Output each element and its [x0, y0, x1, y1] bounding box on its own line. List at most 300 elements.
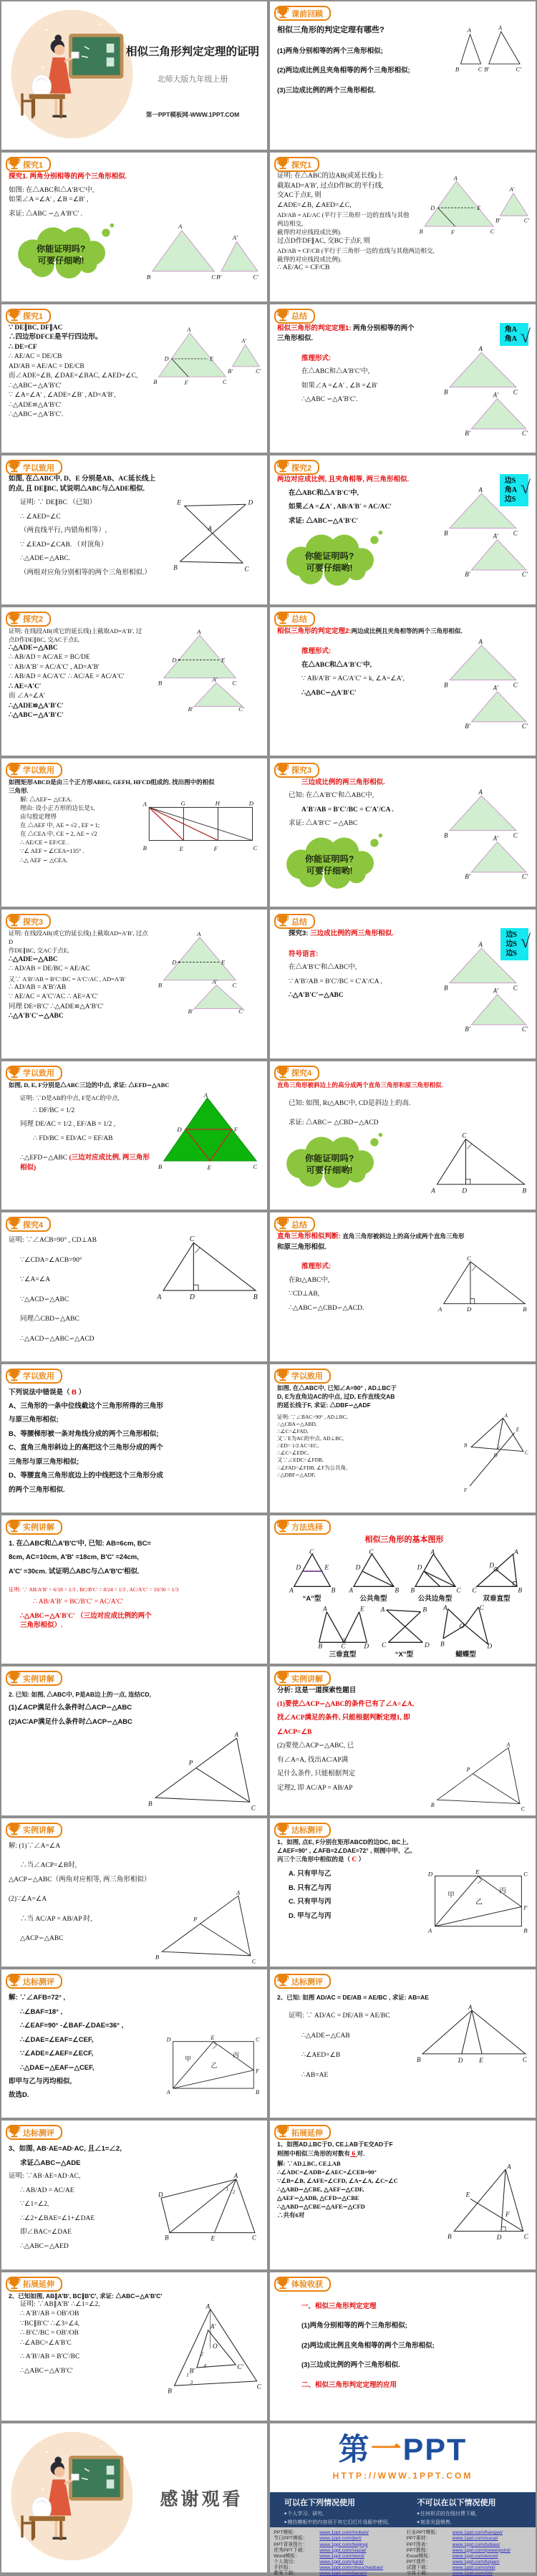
method-tag-line: 边S	[504, 477, 516, 486]
text-line: ∵∠CDA=∠ACB=90°	[20, 1256, 82, 1264]
link-label: PPT素材：	[406, 2536, 431, 2542]
badge-label: 探究1	[291, 160, 312, 170]
svg-text:丙: 丙	[499, 1887, 506, 1896]
text-line: D、等腰直角三角形底边上的中线把这个三角形分成	[9, 1472, 163, 1480]
svg-text:C: C	[251, 2234, 256, 2242]
link-row	[274, 2560, 399, 2565]
text-line: 解: ∵∠AFB=72° ,	[9, 1994, 66, 2002]
link-url[interactable]: www.1ppt.com/shouchaobao/	[319, 2565, 384, 2570]
slide-29[interactable]	[1, 2121, 267, 2269]
svg-text:F: F	[256, 2067, 259, 2074]
svg-text:D: D	[177, 1125, 182, 1133]
text-line: 故选D.	[9, 2091, 29, 2100]
link-url[interactable]: www.1ppt.com/beijing/	[319, 2542, 368, 2547]
text-line: 有∠A=A, 找出AC∶AP满	[277, 1756, 349, 1764]
text-line: ∵△ACD∽△ABC	[20, 1296, 69, 1303]
fig20-figure	[463, 1411, 531, 1493]
svg-text:A: A	[178, 223, 183, 231]
text-line: 过点D作DF∥AC, 交BC于点F, 则	[277, 237, 371, 245]
svg-text:B′: B′	[216, 273, 222, 281]
svg-text:D: D	[355, 1563, 360, 1571]
svg-text:2: 2	[200, 2350, 203, 2358]
text-line: 2、已知如图, AB∥A′B′, BC∥B′C′, 求证: △ABC∽△A′B′C′	[9, 2292, 163, 2300]
slide-19[interactable]	[1, 1364, 267, 1513]
slide-31[interactable]	[1, 2272, 267, 2421]
section-badge	[6, 612, 51, 627]
svg-text:B′: B′	[465, 1025, 470, 1033]
link-url[interactable]: www.1ppt.com/sucai/	[452, 2536, 498, 2542]
trophy-icon	[6, 307, 22, 323]
slide-21[interactable]	[1, 1515, 267, 1664]
link-row	[407, 2530, 532, 2535]
section-badge	[6, 763, 62, 778]
midTri-figure	[154, 1091, 263, 1170]
link-url[interactable]: www.1ppt.com/xiazai/	[319, 2547, 367, 2553]
svg-text:C: C	[490, 228, 495, 236]
text-line: 而∠ADE=∠B, ∠DAE=∠BAC, ∠AED=∠C,	[9, 372, 138, 380]
svg-text:B: B	[517, 1586, 522, 1594]
text-line: ∠ACP=∠B	[277, 1728, 312, 1736]
svg-text:3: 3	[190, 2378, 193, 2386]
svg-text:D: D	[427, 1870, 433, 1878]
usage-forbidden-item: ■ 刻录光盘销售,	[417, 2519, 532, 2526]
text-line: (3)三边成比例的两个三角形相似.	[277, 86, 376, 95]
text-line: 三角形相似.	[277, 334, 314, 343]
svg-text:C: C	[309, 1548, 314, 1556]
svg-text:C: C	[478, 65, 483, 73]
slide-28[interactable]	[270, 1969, 536, 2118]
method-tag-line: 角A	[504, 325, 517, 334]
slide-27[interactable]	[1, 1969, 267, 2118]
svg-text:A: A	[498, 24, 503, 32]
text-line: 又∵∠EDC=∠FDB,	[277, 1457, 324, 1464]
text-line: A、三角形的一条中位线截这个三角形所得的三角形	[9, 1402, 163, 1410]
slide-24[interactable]	[270, 1666, 536, 1815]
trophy-icon	[6, 2275, 22, 2291]
link-row	[407, 2565, 532, 2570]
speech-cloud	[277, 529, 384, 589]
text-line	[277, 1232, 531, 1242]
slide-5[interactable]	[1, 304, 267, 453]
text-line: ∴△ABC∽△A′B′C′	[301, 689, 357, 697]
text-line: ∴∠EAF=90° -∠BAF-∠DAE=36° ,	[20, 2022, 124, 2030]
method-tag-line: 边S	[505, 940, 517, 949]
text-line: ∵∠B=∠B, ∠AFE=∠CFD, ∠A=∠A, ∠C=∠C	[277, 2177, 398, 2185]
svg-text:E: E	[179, 845, 183, 853]
svg-text:B: B	[158, 678, 163, 686]
usage-forbidden-title: 不可以在以下情况使用	[417, 2499, 496, 2508]
link-label: 字体下载：	[406, 2571, 431, 2576]
svg-text:B: B	[173, 564, 178, 571]
slide-32[interactable]	[270, 2272, 536, 2421]
link-url[interactable]: www.1ppt.com/jiaoan/	[319, 2571, 367, 2576]
slide-25[interactable]	[1, 1818, 267, 1967]
section-badge	[6, 1369, 62, 1384]
badge-label: 达标测评	[23, 2128, 54, 2138]
slide-11[interactable]	[1, 758, 267, 907]
text-line: 证明: 在线段AB(或它的延长线)上截取AD=A′B′, 过	[9, 627, 142, 635]
svg-text:C: C	[513, 681, 518, 689]
svg-text:B: B	[142, 844, 147, 852]
slide-8[interactable]	[270, 455, 536, 604]
svg-text:B: B	[256, 2088, 259, 2095]
svg-text:F: F	[233, 1125, 238, 1133]
svg-text:A: A	[427, 1926, 432, 1934]
slide-26[interactable]	[270, 1818, 536, 1967]
text-line: AD/AB = CF/CB (平行于三角形一边的直线与其他两边相交,	[277, 247, 435, 254]
link-url[interactable]: www.1ppt.com/shiti/	[452, 2565, 495, 2570]
text-line: ∴ AD/AB = A′B′/AB	[9, 983, 67, 991]
badge-label: 学以致用	[23, 766, 54, 776]
svg-text:B′: B′	[188, 705, 193, 713]
link-url[interactable]: www.1ppt.com/moban/	[319, 2530, 369, 2536]
triDEF-figure	[150, 325, 263, 387]
slide-body	[277, 1989, 531, 2116]
svg-text:C′: C′	[521, 723, 528, 730]
usage-allowed	[270, 2492, 403, 2527]
badge-label: 探究2	[23, 615, 44, 624]
svg-text:B′: B′	[189, 2368, 195, 2375]
slide-1[interactable]	[1, 1, 267, 150]
svg-text:F: F	[523, 1904, 528, 1911]
text-line: 由勾股定理得	[20, 813, 57, 821]
svg-text:C: C	[513, 529, 518, 537]
svg-text:A: A	[166, 2088, 170, 2095]
svg-text:A: A	[205, 2303, 211, 2311]
svg-text:D: D	[172, 655, 177, 663]
text-line: ∴ED= 1/2 AC=EC,	[277, 1442, 319, 1449]
trophy-icon	[275, 610, 291, 626]
text-line: ∴△ADE≌△A′B′C′	[9, 401, 62, 409]
text-line: 如图: 在△ABC和△A′B′C′中,	[9, 186, 95, 194]
svg-text:P: P	[193, 1915, 198, 1923]
rtAlt-figure	[155, 1233, 263, 1302]
slide-23[interactable]	[1, 1666, 267, 1815]
text-line: ∵ A′B′/AB = B′C′/BC = C′A′/CA ,	[289, 978, 382, 985]
slide-12[interactable]	[270, 758, 536, 907]
cloud-text: 可要仔细哟!	[306, 1164, 353, 1175]
text-line: 证明: ∵ AD/AC = DE/AB = AE/BC	[289, 2012, 390, 2020]
usage-forbidden	[403, 2492, 536, 2527]
link-url[interactable]: www.1ppt.com/hangye/	[452, 2530, 503, 2536]
text-line: 定理2, 即 AC/AP = AB/AP	[277, 1784, 353, 1792]
link-url[interactable]: www.1ppt.com/ziti/	[452, 2571, 493, 2576]
svg-text:C: C	[232, 981, 237, 989]
svg-text:B: B	[331, 1586, 335, 1594]
basic-figure-item	[471, 1548, 523, 1603]
text-line: ∴ DE=CF	[9, 343, 37, 351]
slide-body	[277, 1081, 531, 1207]
slide-14[interactable]	[270, 910, 536, 1058]
slide-body	[9, 324, 263, 450]
slide-body	[277, 1535, 531, 1661]
svg-text:C′: C′	[521, 1025, 528, 1033]
section-badge	[274, 763, 319, 778]
link-label: PPT背景图片：	[274, 2542, 308, 2547]
text-line: 与原三角形相似;	[9, 1416, 59, 1424]
text-line: ∵BC∥B′C′ ∴∠3=∠4,	[20, 2320, 79, 2327]
teacher-illustration	[3, 2426, 141, 2569]
slide-body	[9, 1989, 263, 2116]
slide-30[interactable]	[270, 2121, 536, 2269]
text-line: ∴△ADE≌△A′B′C′	[9, 702, 64, 710]
section-badge	[6, 1066, 62, 1081]
svg-text:E: E	[221, 958, 226, 966]
svg-text:乙: 乙	[211, 2061, 218, 2069]
section-badge	[274, 2277, 331, 2292]
link-column-left	[270, 2530, 403, 2576]
link-url[interactable]: www.1ppt.com/powerpoint/	[452, 2547, 511, 2553]
trophy-icon	[275, 1972, 291, 1988]
svg-text:C′: C′	[253, 273, 259, 281]
text-line: 推理形式:	[301, 1263, 332, 1271]
section-badge	[274, 1823, 331, 1838]
svg-text:C′: C′	[521, 873, 528, 881]
cloud-text: 你能证明吗?	[304, 1153, 354, 1164]
section-badge	[274, 1520, 331, 1535]
svg-text:B: B	[422, 1606, 427, 1614]
svg-text:D: D	[488, 1562, 494, 1570]
basic-figure-caption: 三垂直型	[329, 1651, 357, 1659]
text-line: ∵∠A=∠A	[20, 1276, 51, 1284]
svg-text:D: D	[189, 1293, 195, 1302]
svg-text:A: A	[513, 1548, 518, 1556]
text-line: 截取AD=A′B′, 过点D作BC的平行线,	[277, 182, 384, 190]
text-line: 如果∠A =∠A′ , AB/A′B′ = AC/AC′	[289, 503, 392, 511]
slide-33[interactable]	[1, 2423, 267, 2572]
text-line: 交AC于点E, 则	[277, 192, 321, 200]
svg-text:1: 1	[226, 2186, 229, 2193]
link-label: 手抄报：	[274, 2565, 294, 2570]
svg-text:C: C	[479, 1604, 484, 1612]
svg-text:A′: A′	[241, 337, 246, 344]
trophy-icon	[6, 1064, 22, 1080]
svg-text:C′: C′	[521, 429, 528, 437]
section-badge	[6, 1217, 51, 1232]
svg-text:C: C	[253, 1162, 258, 1170]
svg-text:D: D	[417, 1563, 422, 1571]
method-tag-line: 边S	[505, 931, 517, 940]
text-segment: 对.	[357, 2149, 365, 2157]
slide-13[interactable]	[1, 910, 267, 1058]
text-line: 找∠ACP满足的条件, 只能根据判断定理1, 即	[277, 1714, 410, 1722]
text-line: ∴四边形DFCE是平行四边形。	[9, 334, 102, 342]
link-label: 试题下载：	[406, 2565, 431, 2570]
slide-body	[277, 172, 531, 299]
text-line: ∴∠FAD=∠FDB, ∠F为公共角,	[277, 1464, 348, 1471]
svg-text:B′: B′	[484, 65, 490, 73]
svg-text:B′: B′	[188, 1008, 193, 1016]
text-line: 三角形相似）.	[20, 1622, 63, 1630]
slide-body	[277, 2292, 531, 2418]
text-line: 同理△CBD∽△ABC	[20, 1316, 79, 1323]
link-label: PPT图表：	[406, 2542, 431, 2547]
svg-text:A: A	[233, 2172, 238, 2180]
trophy-icon	[6, 1972, 22, 1988]
text-line: ∴△ADE∽△ABC	[9, 644, 58, 652]
text-line: A′B′/AB = B′C′/BC = C′A′/CA .	[301, 806, 394, 814]
slide-body	[277, 21, 531, 148]
text-line: 求证: △ABC ∽△ A′B′C′ .	[9, 210, 83, 218]
slide-34[interactable]	[270, 2423, 536, 2576]
svg-text:B: B	[148, 1800, 153, 1808]
svg-text:E: E	[221, 655, 226, 663]
badge-label: 拓展延伸	[23, 2280, 54, 2290]
svg-text:E: E	[475, 1868, 480, 1876]
section-badge	[274, 460, 319, 475]
slide-17[interactable]	[1, 1212, 267, 1361]
rectEF-figure	[425, 1866, 531, 1936]
link-url[interactable]: www.1ppt.com/word/	[319, 2553, 364, 2559]
svg-text:B′: B′	[228, 367, 233, 375]
text-segment: ∴△EFD∽△ABC	[20, 1154, 69, 1162]
link-row	[274, 2548, 399, 2553]
link-url[interactable]: www.1ppt.com/kejian/	[452, 2559, 500, 2565]
text-segment: 下列说法中错误是（	[9, 1388, 72, 1396]
slide-7[interactable]	[1, 455, 267, 604]
method-tag	[500, 323, 531, 347]
text-line: 在 △AEF 中, AE = √2 , EF = 1;	[20, 821, 100, 829]
text-line: ∴ DF/BC = 1/2	[33, 1106, 75, 1114]
checkmark-icon: √	[520, 931, 531, 952]
text-line: 在△ABC和△A′B′C′中,	[301, 661, 372, 669]
trophy-icon	[275, 1669, 291, 1685]
trophy-icon	[6, 1518, 22, 1534]
svg-text:C: C	[523, 1870, 528, 1878]
basic-figure-item	[379, 1604, 430, 1659]
text-line: （两直线平行, 内错角相等）,	[20, 527, 107, 535]
slide-16[interactable]	[270, 1061, 536, 1210]
text-line: C、直角三角形斜边上的高把这个三角形分成的两个	[9, 1444, 163, 1452]
text-line: (2)AC∶AP满足什么条件时△ACP∽△ABC	[9, 1717, 132, 1726]
method-tag-line: 角A	[504, 486, 517, 495]
slide-4[interactable]	[270, 153, 536, 301]
link-label: Excel模板：	[406, 2553, 433, 2559]
link-url[interactable]: www.1ppt.com/jianli/	[319, 2559, 364, 2565]
badge-label: 探究3	[291, 766, 312, 776]
svg-text:D: D	[172, 958, 177, 966]
text-line: ∴ A′B′/AB = OB′/OB	[20, 2310, 79, 2318]
text-line: 符号语言:	[289, 950, 319, 958]
svg-text:甲: 甲	[448, 1891, 455, 1900]
text-line: ∴ AB/AD = AC/AE = BC/DE	[9, 654, 90, 662]
badge-label: 学以致用	[23, 463, 54, 473]
svg-text:A: A	[236, 1888, 241, 1896]
hourglass-figure	[171, 496, 263, 571]
slide-18[interactable]	[270, 1212, 536, 1361]
basic-figure-caption: “X”型	[395, 1651, 414, 1659]
link-url[interactable]: www.1ppt.com/excel/	[452, 2553, 498, 2559]
trophy-icon	[275, 1215, 291, 1231]
trophy-icon	[275, 458, 291, 474]
svg-text:A: A	[442, 1604, 448, 1612]
svg-text:E: E	[207, 1163, 211, 1171]
link-label: Word模板：	[274, 2553, 300, 2559]
slide-15[interactable]	[1, 1061, 267, 1210]
section-badge	[274, 1369, 331, 1384]
text-line: 如图矩形ABCD是由三个正方形ABEG, GEFH, HFCD组成的, 找出图中的相似	[9, 778, 215, 786]
text-line: ∵ AB/A′B′ = AC/A′C′ = k, ∠A=∠A′,	[301, 675, 405, 683]
svg-text:E: E	[516, 1426, 520, 1432]
slide-9[interactable]	[1, 607, 267, 756]
svg-text:O: O	[459, 1623, 464, 1631]
text-line: ∴△ABD∽△CBE, △AEF∽△CDF,	[277, 2186, 364, 2194]
sqRect-figure	[135, 796, 263, 854]
basic-figure-caption: 公共角型	[359, 1594, 387, 1603]
svg-text:B: B	[523, 1926, 528, 1934]
slide-body	[9, 1686, 263, 1813]
slide-2[interactable]	[270, 1, 536, 150]
svg-text:A: A	[506, 1741, 511, 1748]
slide-10[interactable]	[270, 607, 536, 756]
link-label: PPT课件：	[406, 2559, 431, 2565]
section-badge	[274, 1974, 331, 1989]
text-line: (1)要使△ACP∽△ABC的条件已有了∠A=∠A,	[277, 1700, 414, 1708]
slide-22[interactable]	[270, 1515, 536, 1664]
svg-text:A: A	[468, 2004, 473, 2012]
outlinePair-figure	[454, 22, 531, 73]
svg-text:A: A	[348, 1586, 353, 1594]
svg-text:C: C	[381, 1641, 386, 1649]
basic-figure-item	[317, 1604, 369, 1659]
slide-body	[277, 1232, 531, 1359]
slide-6[interactable]	[270, 304, 536, 453]
link-row	[407, 2536, 532, 2541]
svg-text:D: D	[424, 1641, 430, 1649]
svg-text:O: O	[212, 2343, 218, 2350]
text-line: (2)要使△ACP∽△ABC, 已	[277, 1742, 354, 1750]
text-line: 2、已知: 如图 AD/AC = DE/AB = AE/BC , 求证: AB=AE	[277, 1994, 429, 2002]
text-line: 的点, 且 DE∥BC, 试说明△ABC与△ADE相似.	[9, 485, 145, 493]
slide-3[interactable]	[1, 153, 267, 301]
svg-text:B: B	[448, 2232, 452, 2240]
link-label: PPT教程：	[406, 2547, 431, 2553]
svg-text:A: A	[430, 1548, 435, 1556]
slide-body	[9, 1081, 263, 1207]
text-line: A′C′ =30cm. 试证明△ABC与△A′B′C′相似.	[9, 1567, 140, 1576]
svg-text:G: G	[180, 799, 185, 807]
section-badge	[6, 2277, 62, 2292]
svg-text:H: H	[215, 799, 220, 807]
text-line: 截得的对应线段成比例).	[277, 256, 342, 264]
slide-20[interactable]	[270, 1364, 536, 1513]
text-line: ∴ FD/BC = ED/AC = EF/AB	[33, 1134, 113, 1142]
slide-body	[9, 172, 263, 299]
slide-body	[277, 1838, 531, 1964]
text-line: （两组对应角分别相等的两个三角形相似.）	[20, 569, 151, 577]
text-line: 三边成比例的两三角形相似.	[301, 778, 385, 786]
text-line: ∴∠C=∠EDC,	[277, 1449, 309, 1457]
badge-label: 课前回顾	[291, 9, 323, 19]
text-line: 两边对应成比例, 且夹角相等, 两三角形相似.	[277, 476, 410, 484]
text-line: (2)两边成比例且夹角相等的两个三角形相似;	[301, 2341, 435, 2350]
text-line: 在△A′B′C′和△ABC中,	[289, 964, 357, 972]
section-badge	[6, 1823, 62, 1838]
svg-text:B: B	[522, 1187, 527, 1195]
cloud-text: 可要仔细哟!	[306, 563, 353, 574]
link-url[interactable]: www.1ppt.com/tubiao/	[452, 2542, 500, 2547]
text-segment: 则图中相似三角形的对数有	[277, 2149, 351, 2157]
text-line: 证明: ∵AB∥A′B′ ∴∠1=∠2,	[20, 2300, 100, 2308]
cloud-text: 可要仔细哟!	[37, 256, 84, 266]
text-line: ∴当 AC/AP = AB/AP 时,	[20, 1915, 92, 1923]
svg-text:C′: C′	[256, 367, 261, 375]
svg-text:B: B	[153, 378, 158, 385]
link-url[interactable]: www.1ppt.com/jieri/	[319, 2536, 362, 2542]
text-line: ∴共有6对	[277, 2211, 305, 2219]
svg-text:A′: A′	[493, 391, 499, 399]
svg-text:B: B	[419, 228, 423, 236]
